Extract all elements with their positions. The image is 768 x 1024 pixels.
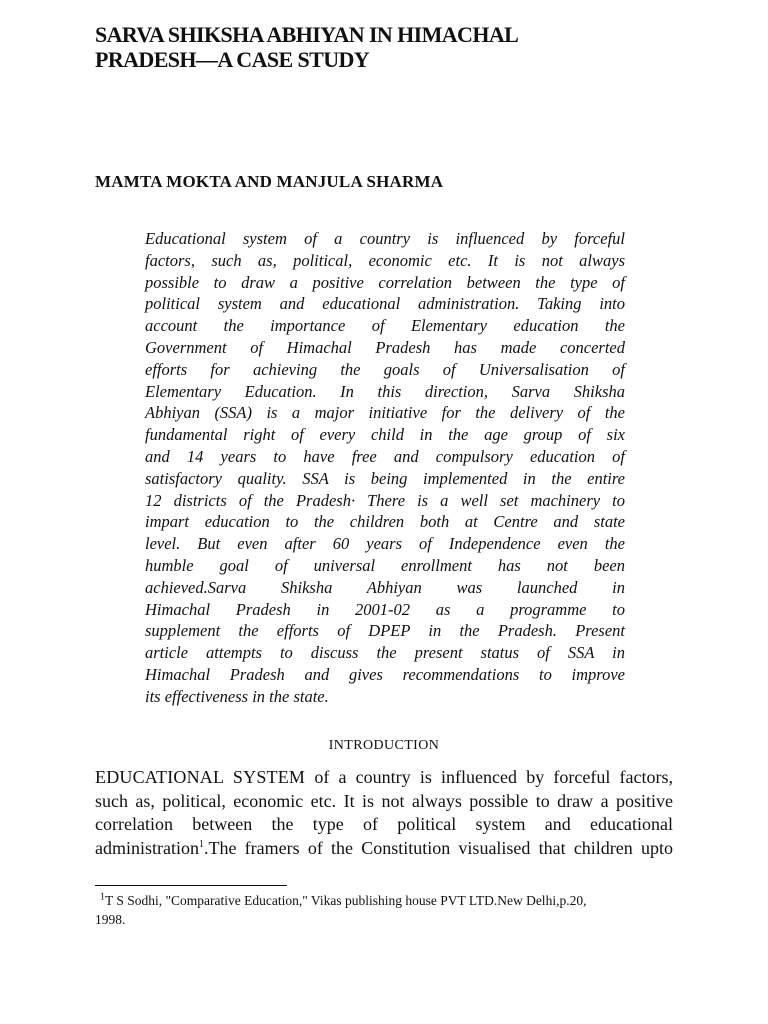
abstract-line: impart education to the children both at Centre and state [145, 512, 625, 532]
section-heading-introduction: INTRODUCTION [328, 738, 440, 753]
abstract-line: Elementary Education. In this direction, Sarva Shiksha [145, 381, 625, 401]
abstract-line: possible to draw a positive correlation between the type of [145, 272, 625, 292]
title-line: SARVA SHIKSHA ABHIYAN IN HIMACHAL [95, 22, 519, 47]
abstract-line: factors, such as, political, economic etc. It is not always [145, 250, 625, 270]
abstract-line: fundamental right of every child in the age group of six [145, 425, 625, 445]
body-line [95, 766, 673, 790]
abstract-line: level. But even after 60 years of Independence even the [145, 534, 625, 554]
body-text-run: of a country is influenced by forceful factors, [305, 767, 673, 787]
footnote-reference: 1 [198, 838, 204, 850]
abstract-line: account the importance of Elementary education the [145, 316, 625, 336]
abstract-line: 12 districts of the Pradesh· There is a well set machinery to [145, 490, 625, 510]
author-names: MAMTA MOKTA AND MANJULA SHARMA [95, 172, 444, 191]
footnote-marker: 1 [100, 891, 105, 903]
title-line: PRADESH—A CASE STUDY [95, 47, 370, 72]
footnote-text: T S Sodhi, "Comparative Education," Vikas publishing house PVT LTD.New Delhi,p.20, [105, 893, 587, 908]
abstract-line: its effectiveness in the state. [145, 686, 329, 706]
body-line: correlation between the type of political system and educational [95, 814, 673, 834]
footnote-line [95, 891, 675, 910]
abstract-line: humble goal of universal enrollment has not been [145, 555, 625, 575]
abstract-line: article attempts to discuss the present status of SSA in [145, 643, 625, 663]
abstract-line: Educational system of a country is influenced by forceful [145, 229, 625, 248]
footnote-divider [95, 885, 287, 886]
abstract-line: supplement the efforts of DPEP in the Pradesh. Present [145, 621, 625, 641]
footnote-line: 1998. [95, 912, 126, 927]
body-line: such as, political, economic etc. It is not always possible to draw a positive [95, 790, 673, 811]
paper-title [95, 22, 655, 72]
abstract-line: satisfactory quality. SSA is being implemented in the entire [145, 468, 625, 488]
body-line [95, 837, 673, 861]
abstract-line: achieved.Sarva Shiksha Abhiyan was launched in [145, 577, 625, 597]
abstract-line: and 14 years to have free and compulsory education of [145, 446, 625, 466]
footnote [95, 891, 675, 929]
abstract-line: Government of Himachal Pradesh has made concerted [145, 337, 625, 357]
abstract-line: Abhiyan (SSA) is a major initiative for the delivery of the [145, 403, 625, 423]
abstract [145, 228, 625, 708]
abstract-line: political system and educational administration. Taking into [145, 294, 625, 314]
body-text-run: administration [95, 837, 199, 858]
abstract-line: efforts for achieving the goals of Universalisation of [145, 359, 625, 379]
body-lead-caps: EDUCATIONAL SYSTEM [95, 767, 306, 787]
abstract-line: Himachal Pradesh in 2001-02 as a programme to [145, 599, 625, 619]
introduction-body [95, 766, 673, 860]
body-text-run: .The framers of the Constitution visualised that children upto [203, 837, 673, 858]
abstract-line: Himachal Pradesh and gives recommendations to improve [145, 664, 625, 684]
